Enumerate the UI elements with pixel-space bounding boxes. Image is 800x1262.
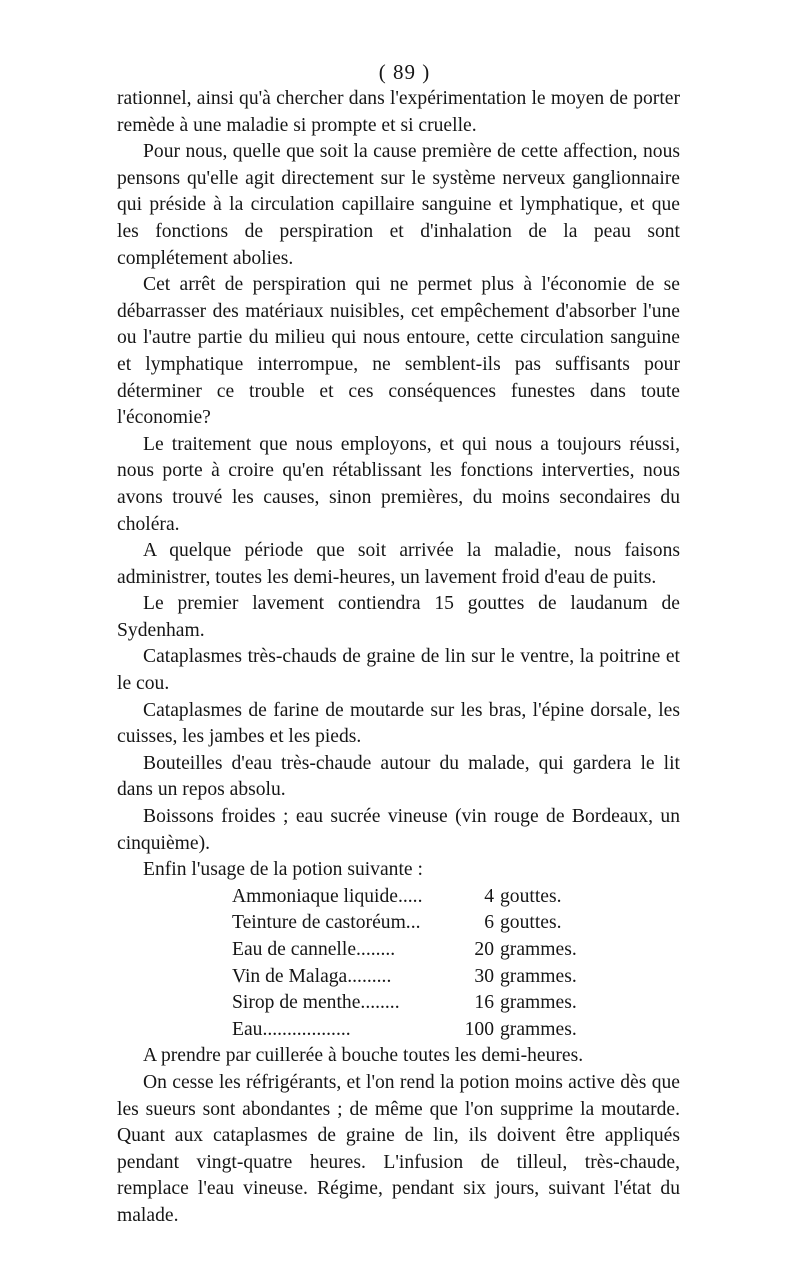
paragraph: Enfin l'usage de la potion suivante :	[143, 859, 423, 881]
recipe-ingredient: Sirop de menthe........	[232, 992, 400, 1014]
recipe-unit: gouttes.	[500, 885, 562, 907]
recipe-amount: 16	[474, 992, 494, 1014]
recipe-amount: 20	[474, 939, 494, 960]
body-text	[117, 86, 680, 1230]
recipe-ingredient: Ammoniaque liquide.....	[232, 885, 423, 907]
page-number: ( 89 )	[378, 60, 431, 84]
recipe-ingredient: Eau..................	[232, 1018, 351, 1040]
recipe-line	[232, 910, 572, 937]
recipe-unit: grammes.	[500, 965, 577, 987]
recipe-quantity	[462, 964, 577, 991]
recipe-ingredient: Vin de Malaga.........	[232, 965, 392, 987]
recipe-amount: 4	[484, 885, 494, 907]
paragraph: A prendre par cuillerée à bouche toutes les demi-heures.	[143, 1045, 584, 1067]
recipe-ingredient: Teinture de castoréum...	[232, 912, 421, 934]
recipe-quantity	[462, 884, 572, 911]
recipe-amount: 100	[464, 1018, 494, 1040]
paragraph: Le traitement que nous employons, et qui nous a toujours réussi, nous porte à croire qu'en rétablissant les fonctions interverties, nous avons trouvé les causes, sinon premières, du moins secondaires du choléra.	[117, 433, 680, 535]
paragraph: Boissons froides ; eau sucrée vineuse (vin rouge de Bordeaux, un cinquième).	[117, 806, 680, 854]
recipe-quantity	[462, 990, 577, 1017]
recipe-unit: grammes.	[500, 1018, 577, 1040]
paragraph: Cataplasmes très-chauds de graine de lin sur le ventre, la poitrine et le cou.	[117, 646, 680, 695]
potion-recipe	[232, 884, 577, 1044]
paragraph: Bouteilles d'eau très-chaude autour du malade, qui gardera le lit dans un repos absolu.	[117, 752, 680, 801]
paragraph: Pour nous, quelle que soit la cause première de cette affection, nous pensons qu'elle agit directement sur le système nerveux ganglionnaire qui préside à la circulation capillaire sanguine et lymphatique, et que les fonctions de perspiration et d'inhalation de la peau sont complétement abolies.	[117, 141, 680, 269]
recipe-unit: grammes.	[500, 939, 577, 960]
paragraph: Le premier lavement contiendra 15 gouttes de laudanum de Sydenham.	[117, 593, 680, 641]
recipe-quantity	[462, 937, 577, 964]
paragraph: Cet arrêt de perspiration qui ne permet plus à l'économie de se débarrasser des matériaux nuisibles, cet empêchement d'absorber l'une ou l'autre partie du milieu qui nous entoure, cette circulation sanguine et lymphatique interrompue, ne semblent-ils pas suffisants pour déterminer ce trouble et ces conséquences funestes dans toute l'économie?	[117, 274, 680, 429]
recipe-quantity	[462, 1017, 577, 1044]
recipe-line	[232, 964, 577, 991]
recipe-amount: 6	[484, 912, 494, 934]
recipe-ingredient: Eau de cannelle........	[232, 939, 396, 960]
recipe-line	[232, 990, 577, 1017]
recipe-unit: grammes.	[500, 992, 577, 1014]
paragraph: Cataplasmes de farine de moutarde sur les bras, l'épine dorsale, les cuisses, les jambes et les pieds.	[117, 699, 680, 748]
book-page	[117, 58, 680, 1230]
paragraph: A quelque période que soit arrivée la maladie, nous faisons administrer, toutes les demi-heures, un lavement froid d'eau de puits.	[117, 540, 680, 588]
recipe-line	[232, 1017, 577, 1044]
recipe-quantity	[462, 910, 572, 937]
recipe-line	[232, 937, 577, 964]
paragraph: rationnel, ainsi qu'à chercher dans l'expérimentation le moyen de porter remède à une maladie si prompte et si cruelle.	[117, 88, 680, 136]
paragraph: On cesse les réfrigérants, et l'on rend la potion moins active dès que les sueurs sont abondantes ; de même que l'on supprime la moutarde. Quant aux cataplasmes de graine de lin, ils doivent être appliqués pendant vingt-quatre heures. L'infusion de tilleul, très-chaude, remplace l'eau vineuse. Régime, pendant six jours, suivant l'état du malade.	[117, 1071, 680, 1226]
recipe-line	[232, 884, 572, 911]
recipe-amount: 30	[474, 965, 494, 987]
paragraphs-before	[117, 86, 680, 884]
recipe-unit: gouttes.	[500, 912, 562, 934]
paragraphs-after	[117, 1043, 680, 1229]
